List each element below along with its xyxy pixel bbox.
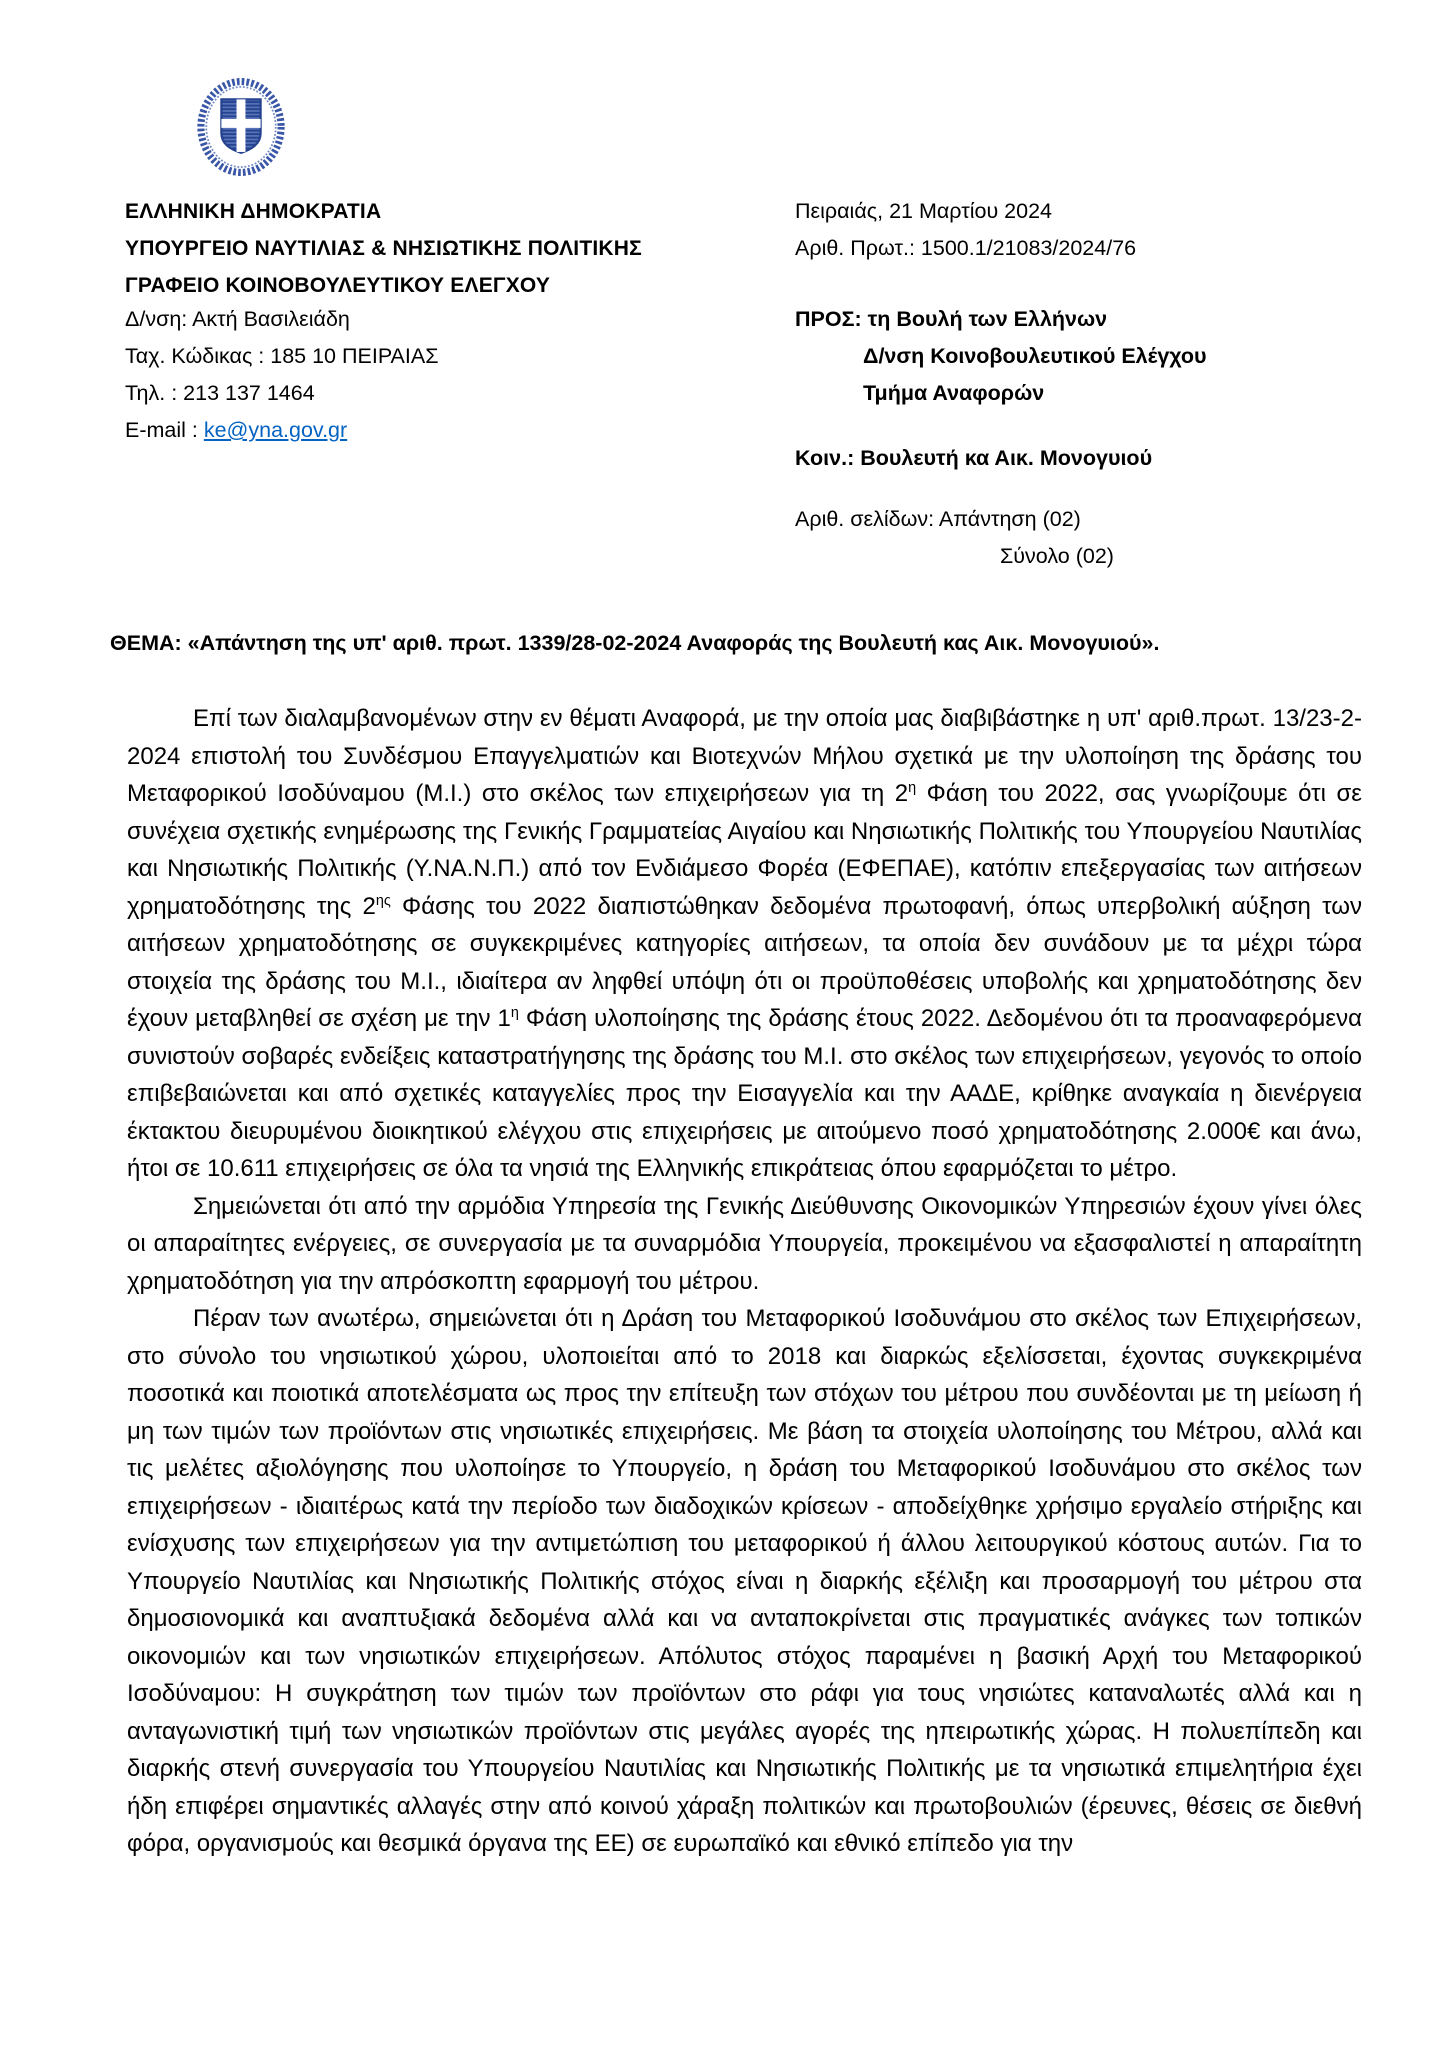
- paragraph-text: Φάσης του 2022 διαπιστώθηκαν δεδομένα πρωτοφανή, όπως υπερβολική αύξηση των αιτήσεων χρηματοδότησης σε συγκεκριμένες κατηγορίες αιτήσεων, τα οποία δεν συνάδουν με τα μέχρι τώρα στοιχεία της δράσης του Μ.Ι., ιδιαίτερα αν ληφθεί υπόψη ότι οι προϋποθέσεις υποβολής και χρηματοδότησης δεν έχουν μεταβληθεί σε σχέση με την 1: [127, 892, 1362, 1032]
- subject-line: ΘΕΜΑ: «Απάντηση της υπ' αριθ. πρωτ. 1339/28-02-2024 Αναφοράς της Βουλευτή κας Αικ. Μονογυιού».: [110, 631, 1160, 655]
- body-paragraph-2: Σημειώνεται ότι από την αρμόδια Υπηρεσία της Γενικής Διεύθυνσης Οικονομικών Υπηρεσιών έχουν γίνει όλες οι απαραίτητες ενέργειες, σε συνεργασία με τα συναρμόδια Υπουργεία, προκειμένου να εξασφαλιστεί η απαραίτητη χρηματοδότηση για την απρόσκοπτη εφαρμογή του μέτρου.: [127, 1192, 1362, 1295]
- superscript-ordinal: η: [908, 780, 917, 796]
- superscript-ordinal: ης: [375, 892, 391, 909]
- page-count-answer: Αριθ. σελίδων: Απάντηση (02): [795, 507, 1081, 531]
- contact-block: [125, 301, 605, 449]
- recipient-block: [795, 301, 1395, 412]
- letter-body: [127, 700, 1362, 1863]
- recipient-line-3: Τμήμα Αναφορών: [863, 381, 1045, 405]
- greek-coat-of-arms-icon: [196, 78, 286, 176]
- paragraph-text: Φάση υλοποίησης της δράσης έτους 2022. Δεδομένου ότι τα προαναφερόμενα συνιστούν σοβαρές ενδείξεις καταστρατήγησης της δράσης του Μ.Ι. στο σκέλος των επιχειρήσεων, γεγονός το οποίο επιβεβαιώνεται και από σχετικές καταγγελίες προς την Εισαγγελία και την ΑΑΔΕ, κρίθηκε αναγκαία η διενέργεια έκτακτου διευρυμένου διοικητικού ελέγχου στις επιχειρήσεις με αιτούμενο ποσό χρηματοδότησης 2.000€ και άνω, ήτοι σε 10.611 επιχειρήσεις σε όλα τα νησιά της Ελληνικής επικράτειας όπου εφαρμόζεται το μέτρο.: [127, 1005, 1362, 1182]
- recipient-line-1: ΠΡΟΣ: τη Βουλή των Ελλήνων: [795, 307, 1108, 331]
- contact-postal-code: Ταχ. Κώδικας : 185 10 ΠΕΙΡΑΙΑΣ: [125, 344, 439, 368]
- contact-address: Δ/νση: Ακτή Βασιλειάδη: [125, 307, 350, 331]
- email-link[interactable]: ke@yna.gov.gr: [203, 418, 348, 442]
- contact-phone: Τηλ. : 213 137 1464: [125, 381, 315, 405]
- date-protocol-block: [795, 193, 1395, 267]
- org-line-office: ΓΡΑΦΕΙΟ ΚΟΙΝΟΒΟΥΛΕΥΤΙΚΟΥ ΕΛΕΓΧΟΥ: [125, 274, 551, 297]
- place-date: Πειραιάς, 21 Μαρτίου 2024: [795, 199, 1053, 223]
- org-line-republic: ΕΛΛΗΝΙΚΗ ΔΗΜΟΚΡΑΤΙΑ: [125, 200, 382, 223]
- issuing-authority-block: [125, 193, 685, 304]
- superscript-ordinal: η: [510, 1005, 519, 1021]
- body-paragraph-3: Πέραν των ανωτέρω, σημειώνεται ότι η Δράση του Μεταφορικού Ισοδυνάμου στο σκέλος των Επιχειρήσεων, στο σύνολο του νησιωτικού χώρου, υλοποιείται από το 2018 και διαρκώς εξελίσσεται, έχοντας συγκεκριμένα ποσοτικά και ποιοτικά αποτελέσματα ως προς την επίτευξη των στόχων του μέτρου που συνδέονται με τη μείωση ή μη των τιμών των προϊόντων στις νησιωτικές επιχειρήσεις. Με βάση τα στοιχεία υλοποίησης του Μέτρου, αλλά και τις μελέτες αξιολόγησης που υλοποίησε το Υπουργείο, η δράση του Μεταφορικού Ισοδυνάμου στο σκέλος των επιχειρήσεων - ιδιαιτέρως κατά την περίοδο των διαδοχικών κρίσεων - αποδείχθηκε χρήσιμο εργαλείο στήριξης και ενίσχυσης των επιχειρήσεων για την αντιμετώπιση του μεταφορικού ή άλλου λειτουργικού κόστους αυτών. Για το Υπουργείο Ναυτιλίας και Νησιωτικής Πολιτικής στόχος είναι η διαρκής εξέλιξη και προσαρμογή του μέτρου στα δημοσιονομικά και αναπτυξιακά δεδομένα αλλά και να ανταποκρίνεται στις πραγματικές ανάγκες των τοπικών οικονομιών και των νησιωτικών επιχειρήσεων. Απόλυτος στόχος παραμένει η βασική Αρχή του Μεταφορικού Ισοδύναμου: Η συγκράτηση των τιμών των προϊόντων στο ράφι για τους νησιώτες καταναλωτές αλλά και η ανταγωνιστική τιμή των νησιωτικών προϊόντων στις μεγάλες αγορές της ηπειρωτικής χώρας. Η πολυεπίπεδη και διαρκής στενή συνεργασία του Υπουργείου Ναυτιλίας και Νησιωτικής Πολιτικής με τα νησιωτικά επιμελητήρια έχει ήδη επιφέρει σημαντικές αλλαγές στην από κοινού χάραξη πολιτικών και πρωτοβουλιών (έρευνες, θέσεις σε διεθνή φόρα, οργανισμούς και θεσμικά όργανα της ΕΕ) σε ευρωπαϊκό και εθνικό επίπεδο για την: [127, 1305, 1362, 1857]
- paragraph-text: Επί των διαλαμβανομένων στην εν θέματι Αναφορά, με την οποία μας διαβιβάστηκε η υπ' αριθ.πρωτ. 13/23-2-2024 επιστολή του Συνδέσμου Επαγγελματιών και Βιοτεχνών Μήλου σχετικά με την υλοποίηση της δράσης του Μεταφορικού Ισοδύναμου (Μ.Ι.) στο σκέλος των επιχειρήσεων για τη 2: [127, 705, 1362, 807]
- paragraph-text: Φάση του 2022, σας γνωρίζουμε ότι σε συνέχεια σχετικής ενημέρωσης της Γενικής Γραμματείας Αιγαίου και Νησιωτικής Πολιτικής του Υπουργείου Ναυτιλίας και Νησιωτικής Πολιτικής (Υ.ΝΑ.Ν.Π.) από τον Ενδιάμεσο Φορέα (ΕΦΕΠΑΕ), κατόπιν επεξεργασίας των αιτήσεων χρηματοδότησης της 2: [127, 780, 1362, 920]
- page-count-block: [795, 501, 1395, 575]
- page-count-total: Σύνολο (02): [1000, 544, 1114, 568]
- recipient-line-2: Δ/νση Κοινοβουλευτικού Ελέγχου: [863, 344, 1207, 368]
- org-line-ministry: ΥΠΟΥΡΓΕΙΟ ΝΑΥΤΙΛΙΑΣ & ΝΗΣΙΩΤΙΚΗΣ ΠΟΛΙΤΙΚΗΣ: [125, 237, 642, 260]
- contact-email-line: [125, 412, 605, 449]
- cc-line: Κοιν.: Βουλευτή κα Αικ. Μονογυιού: [795, 446, 1153, 470]
- body-paragraph-1: [127, 700, 1362, 1188]
- email-label: E-mail :: [125, 418, 204, 442]
- protocol-number: Αριθ. Πρωτ.: 1500.1/21083/2024/76: [795, 236, 1137, 260]
